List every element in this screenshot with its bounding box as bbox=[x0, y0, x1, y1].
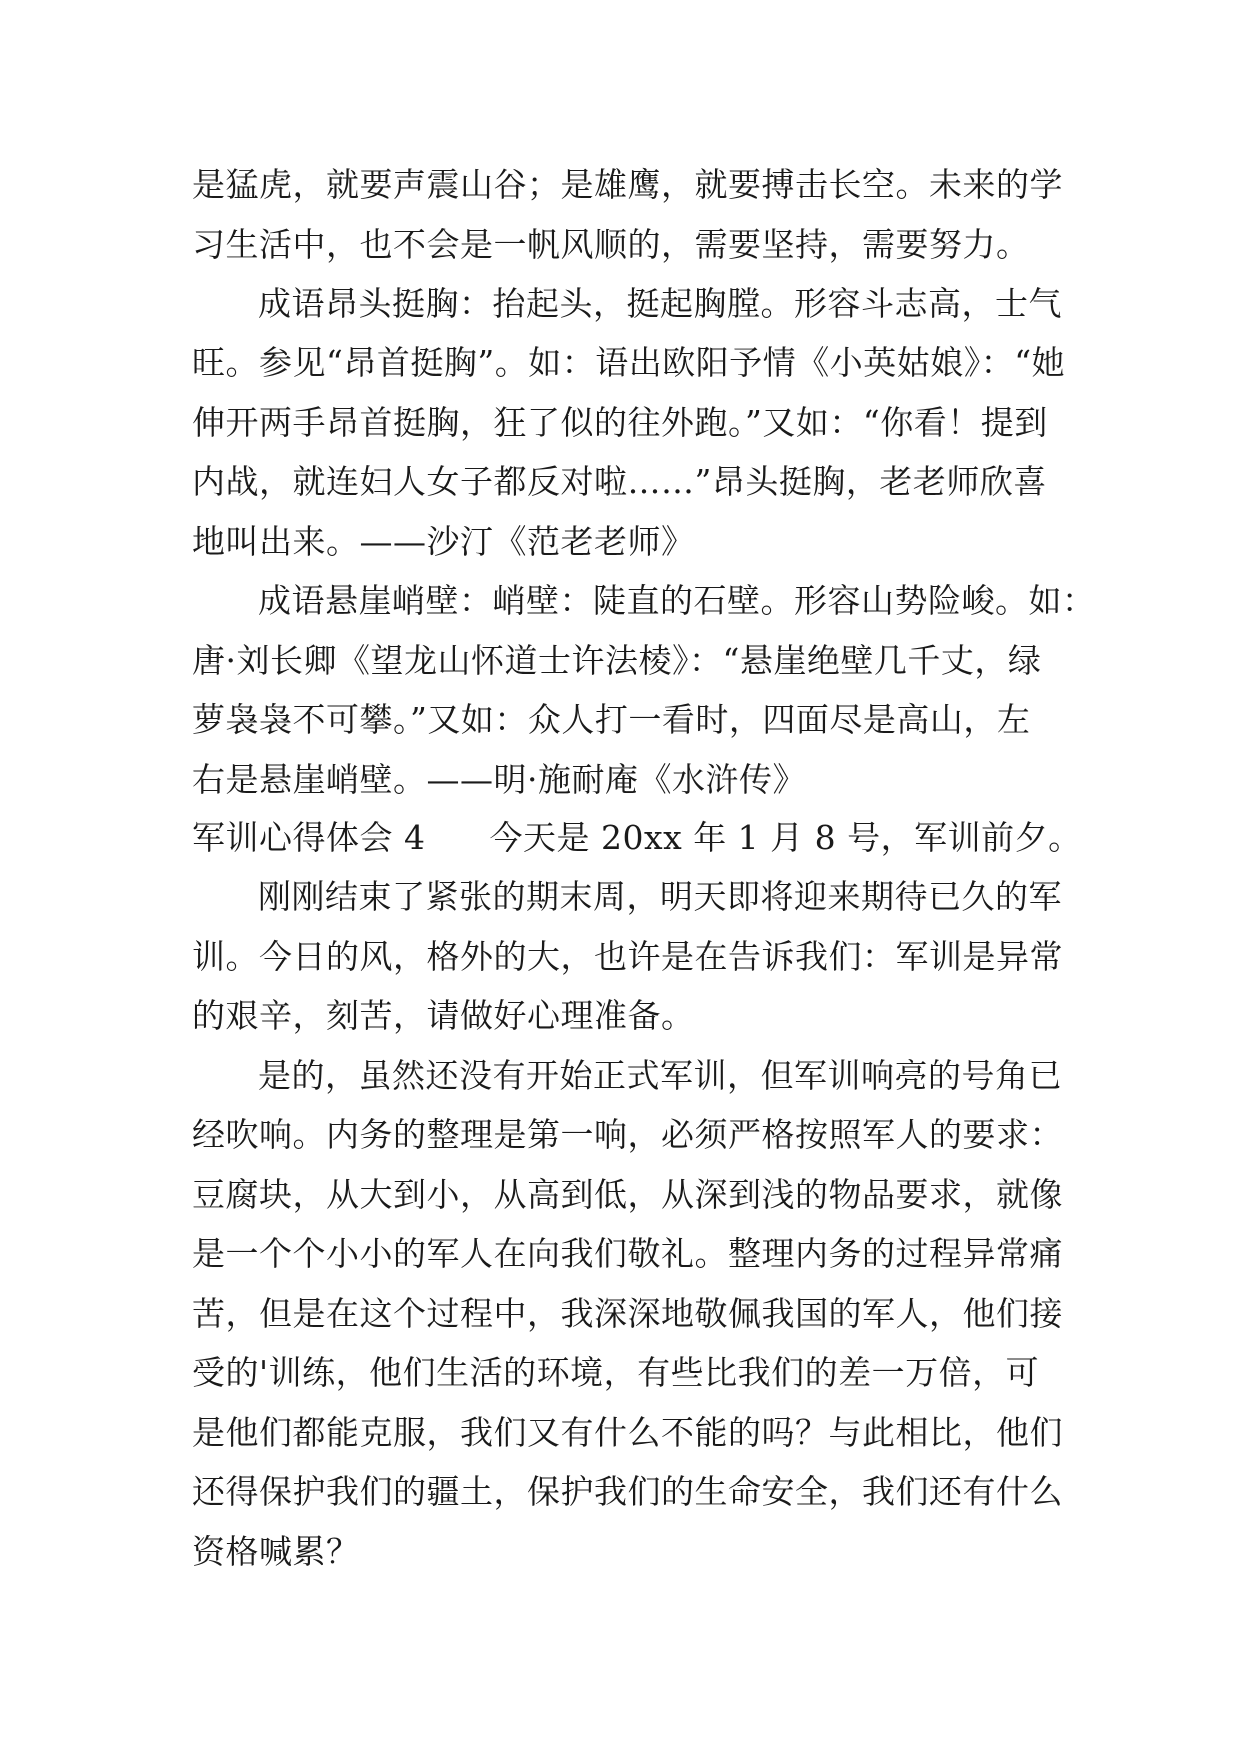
text-line: 是一个个小小的军人在向我们敬礼。整理内务的过程异常痛 bbox=[192, 1234, 1063, 1273]
text-line: 经吹响。内务的整理是第一响，必须严格按照军人的要求： bbox=[192, 1115, 1063, 1154]
section-intro-text: 今天是 20xx 年 1 月 8 号，军训前夕。 bbox=[489, 818, 1082, 857]
text-line: 资格喊累？ bbox=[192, 1532, 360, 1571]
text-line: 豆腐块，从大到小，从高到低，从深到浅的物品要求，就像 bbox=[192, 1175, 1063, 1214]
text-line: 右是悬崖峭壁。——明·施耐庵《水浒传》 bbox=[192, 760, 806, 799]
paragraph-start-line: 是的，虽然还没有开始正式军训，但军训响亮的号角已 bbox=[258, 1056, 1062, 1095]
text-line: 内战，就连妇人女子都反对啦……”昂头挺胸，老老师欣喜 bbox=[192, 462, 1047, 501]
section-heading-line bbox=[192, 808, 1082, 868]
text-line: 受的'训练，他们生活的环境，有些比我们的差一万倍，可 bbox=[192, 1353, 1040, 1392]
text-line: 习生活中，也不会是一帆风顺的，需要坚持，需要努力。 bbox=[192, 225, 1030, 264]
paragraph-start-line: 刚刚结束了紧张的期末周，明天即将迎来期待已久的军 bbox=[258, 877, 1062, 916]
section-title: 军训心得体会 4 bbox=[192, 818, 426, 857]
text-line: 还得保护我们的疆土，保护我们的生命安全，我们还有什么 bbox=[192, 1472, 1063, 1511]
text-line: 唐·刘长卿《望龙山怀道士许法棱》：“悬崖绝壁几千丈，绿 bbox=[192, 641, 1042, 680]
text-line: 训。今日的风，格外的大，也许是在告诉我们：军训是异常 bbox=[192, 937, 1063, 976]
text-line: 是他们都能克服，我们又有什么不能的吗？与此相比，他们 bbox=[192, 1413, 1063, 1452]
paragraph-start-line: 成语昂头挺胸：抬起头，挺起胸膛。形容斗志高，士气 bbox=[258, 284, 1062, 323]
text-line: 苦，但是在这个过程中，我深深地敬佩我国的军人，他们接 bbox=[192, 1294, 1063, 1333]
text-line: 伸开两手昂首挺胸，狂了似的往外跑。”又如：“你看！提到 bbox=[192, 403, 1048, 442]
text-line: 旺。参见“昂首挺胸”。如：语出欧阳予情《小英姑娘》：“她 bbox=[192, 343, 1066, 382]
text-line: 地叫出来。——沙汀《范老老师》 bbox=[192, 522, 695, 561]
paragraph-start-line: 成语悬崖峭壁：峭壁：陡直的石壁。形容山势险峻。如： bbox=[258, 581, 1096, 620]
text-line: 是猛虎，就要声震山谷；是雄鹰，就要搏击长空。未来的学 bbox=[192, 165, 1063, 204]
text-line: 的艰辛，刻苦，请做好心理准备。 bbox=[192, 996, 695, 1035]
text-line: 萝袅袅不可攀。”又如：众人打一看时，四面尽是高山，左 bbox=[192, 700, 1031, 739]
